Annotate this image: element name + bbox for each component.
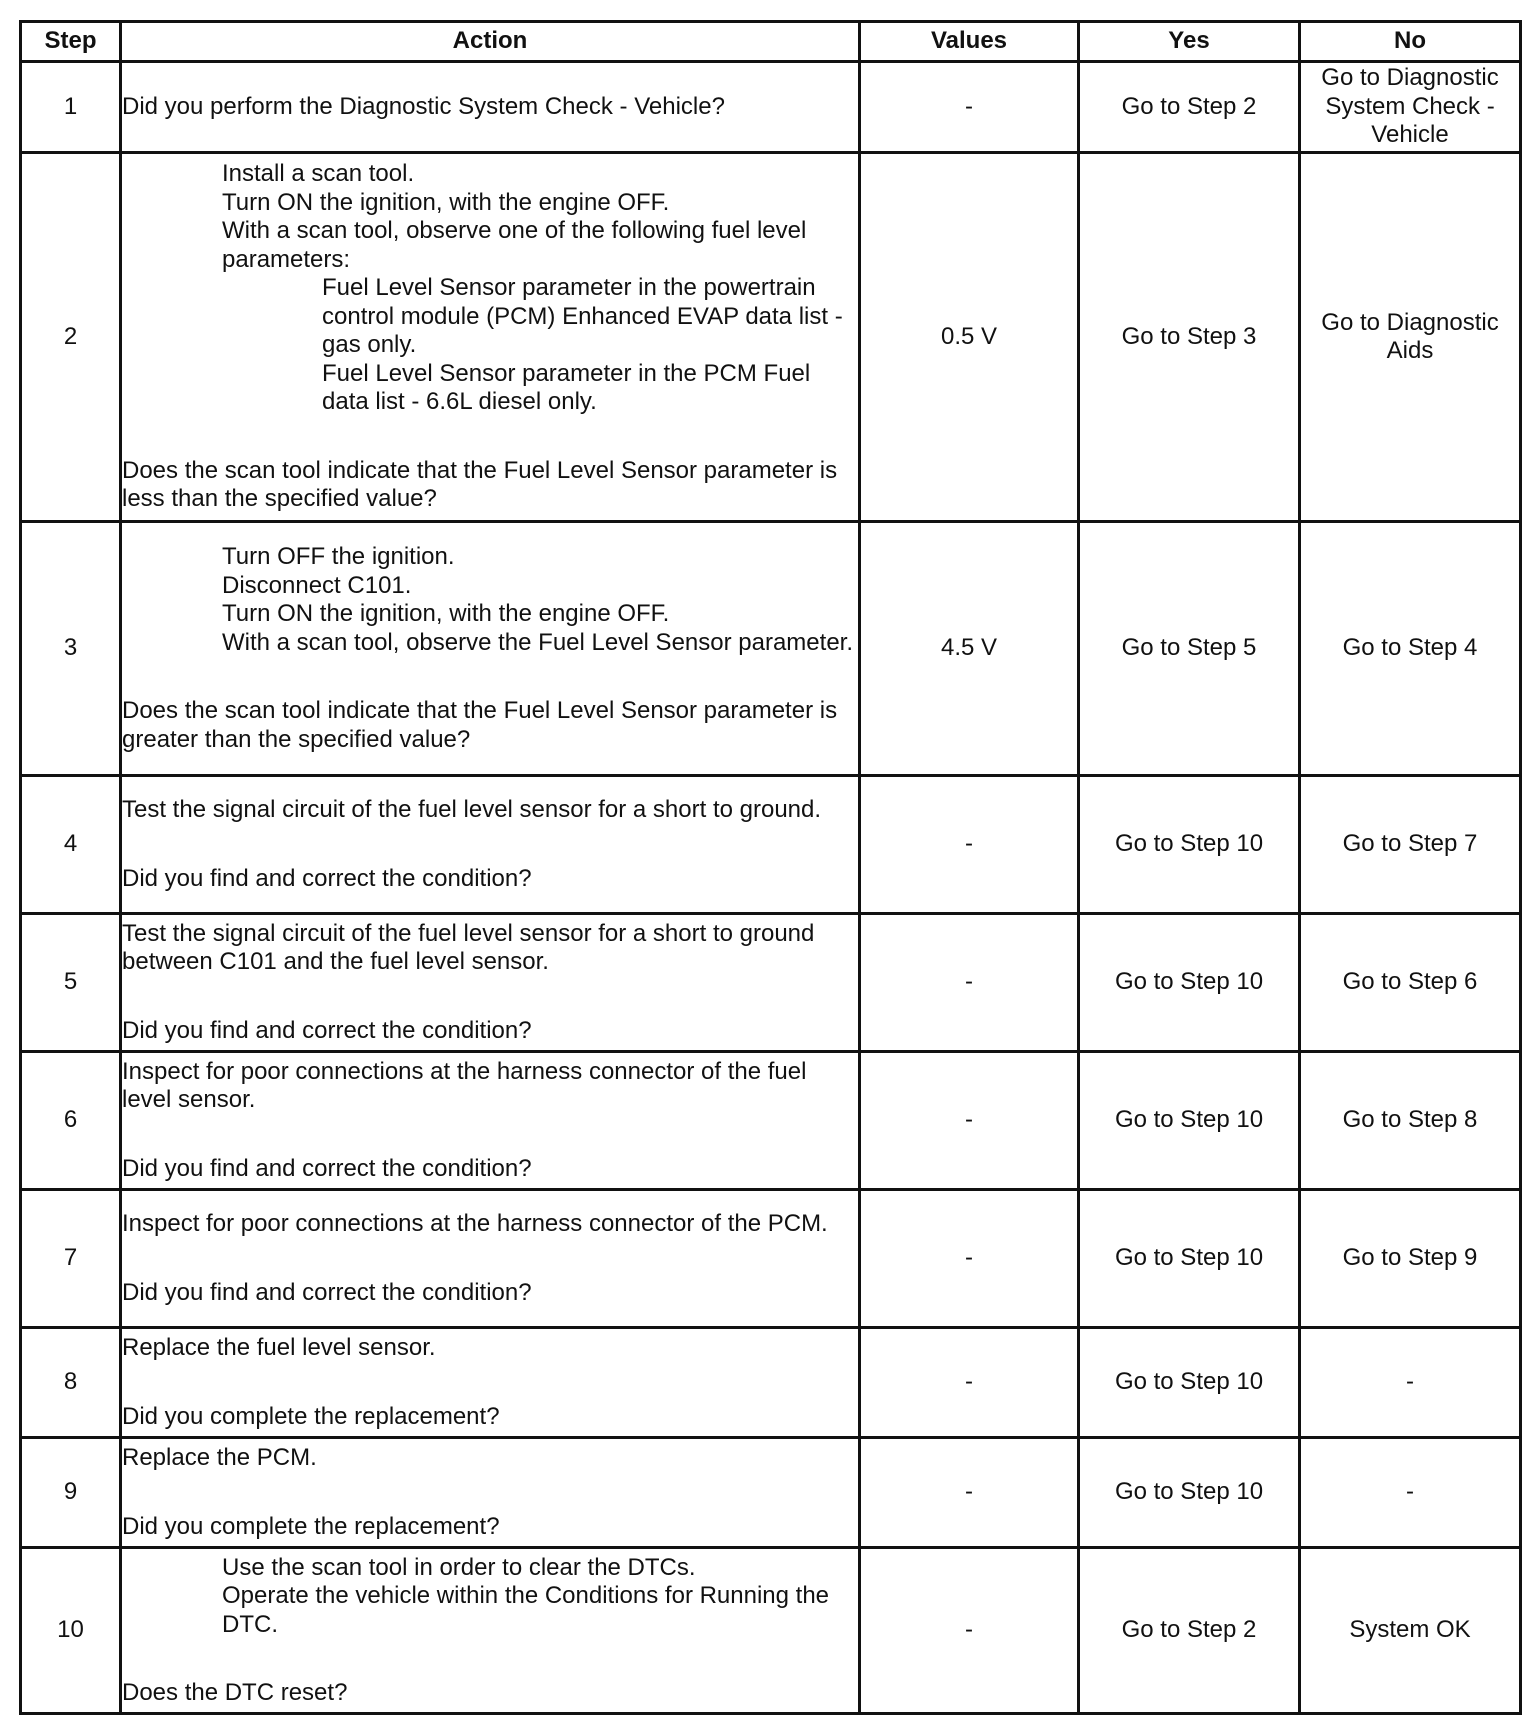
action-question: Did you complete the replacement?: [122, 1512, 500, 1540]
header-yes: Yes: [1079, 22, 1300, 62]
value-cell: -: [860, 1438, 1079, 1548]
step-number: 4: [21, 776, 121, 914]
spacer: [122, 825, 858, 865]
value-cell: -: [860, 1548, 1079, 1714]
table-row: [21, 522, 1521, 776]
action-question: Does the scan tool indicate that the Fuel Level Sensor parameter is less than the specified value?: [122, 456, 838, 513]
yes-cell: Go to Step 5: [1079, 522, 1300, 776]
value-cell: -: [860, 1052, 1079, 1190]
value-cell: -: [860, 62, 1079, 153]
no-cell: -: [1300, 1328, 1521, 1438]
spacer: [122, 1473, 858, 1513]
no-cell: -: [1300, 1438, 1521, 1548]
header-step: Step: [21, 22, 121, 62]
action-question: Did you complete the replacement?: [122, 1402, 500, 1430]
spacer: [122, 1239, 858, 1279]
table-row: [21, 1052, 1521, 1190]
header-row: [21, 22, 1521, 62]
step-number: 5: [21, 914, 121, 1052]
spacer: [122, 1639, 858, 1679]
diagnostic-table: [19, 20, 1522, 1715]
header-no: No: [1300, 22, 1521, 62]
spacer: [122, 1115, 858, 1155]
table-row: [21, 153, 1521, 522]
value-cell: -: [860, 1190, 1079, 1328]
step-number: 10: [21, 1548, 121, 1714]
value-cell: -: [860, 776, 1079, 914]
action-cell: [121, 776, 860, 914]
action-cell: [121, 1190, 860, 1328]
spacer: [122, 1363, 858, 1403]
action-cell: [121, 1052, 860, 1190]
action-text: Did you perform the Diagnostic System Check - Vehicle?: [122, 92, 725, 120]
action-question: Did you find and correct the condition?: [122, 864, 532, 892]
action-text: Replace the fuel level sensor.: [122, 1334, 436, 1361]
action-question: Does the DTC reset?: [122, 1679, 348, 1706]
action-cell: [121, 153, 860, 522]
action-subitem: Fuel Level Sensor parameter in the PCM Fuel data list - 6.6L diesel only.: [322, 359, 811, 416]
action-text: Test the signal circuit of the fuel level sensor for a short to ground.: [122, 796, 822, 823]
table-row: [21, 62, 1521, 153]
action-item: Disconnect C101.: [222, 571, 412, 599]
table-row: [21, 1328, 1521, 1438]
no-cell: Go to Step 6: [1300, 914, 1521, 1052]
value-cell: -: [860, 914, 1079, 1052]
yes-cell: Go to Step 10: [1079, 1052, 1300, 1190]
no-cell: System OK: [1300, 1548, 1521, 1714]
value-cell: 0.5 V: [860, 153, 1079, 522]
action-question: Did you find and correct the condition?: [122, 1154, 532, 1182]
action-question: Did you find and correct the condition?: [122, 1016, 532, 1044]
action-question: Did you find and correct the condition?: [122, 1278, 532, 1306]
action-item: With a scan tool, observe one of the following fuel level parameters:: [222, 217, 807, 273]
no-cell: Go to Step 4: [1300, 522, 1521, 776]
yes-cell: Go to Step 2: [1079, 1548, 1300, 1714]
step-number: 1: [21, 62, 121, 153]
action-item: Operate the vehicle within the Conditions for Running the DTC.: [222, 1582, 830, 1638]
no-cell: Go to Diagnostic Aids: [1300, 153, 1521, 522]
no-cell: Go to Step 8: [1300, 1052, 1521, 1190]
action-cell: [121, 1438, 860, 1548]
action-item: Turn OFF the ignition.: [222, 543, 455, 570]
action-item: With a scan tool, observe the Fuel Level Sensor parameter.: [222, 628, 853, 656]
no-cell: Go to Step 7: [1300, 776, 1521, 914]
action-cell: [121, 62, 860, 153]
yes-cell: Go to Step 10: [1079, 1328, 1300, 1438]
action-item: Use the scan tool in order to clear the DTCs.: [222, 1553, 696, 1581]
value-cell: 4.5 V: [860, 522, 1079, 776]
step-number: 6: [21, 1052, 121, 1190]
action-cell: [121, 1328, 860, 1438]
header-action: Action: [121, 22, 860, 62]
action-item: Turn ON the ignition, with the engine OFF.: [222, 188, 670, 216]
action-question: Does the scan tool indicate that the Fuel Level Sensor parameter is greater than the specified value?: [122, 697, 838, 753]
yes-cell: Go to Step 10: [1079, 1190, 1300, 1328]
no-cell: Go to Diagnostic System Check - Vehicle: [1300, 62, 1521, 153]
yes-cell: Go to Step 3: [1079, 153, 1300, 522]
yes-cell: Go to Step 2: [1079, 62, 1300, 153]
yes-cell: Go to Step 10: [1079, 1438, 1300, 1548]
spacer: [122, 657, 858, 697]
action-cell: [121, 522, 860, 776]
no-cell: Go to Step 9: [1300, 1190, 1521, 1328]
action-text: Inspect for poor connections at the harness connector of the fuel level sensor.: [122, 1057, 807, 1114]
action-cell: [121, 914, 860, 1052]
step-number: 9: [21, 1438, 121, 1548]
action-text: Inspect for poor connections at the harness connector of the PCM.: [122, 1210, 828, 1237]
action-item: Turn ON the ignition, with the engine OFF.: [222, 600, 670, 627]
action-text: Replace the PCM.: [122, 1444, 317, 1471]
action-subitem: Fuel Level Sensor parameter in the powertrain control module (PCM) Enhanced EVAP data list - gas only.: [322, 274, 843, 359]
table-row: [21, 1438, 1521, 1548]
table-row: [21, 1548, 1521, 1714]
step-number: 2: [21, 153, 121, 522]
yes-cell: Go to Step 10: [1079, 776, 1300, 914]
table-row: [21, 776, 1521, 914]
action-text: Test the signal circuit of the fuel level sensor for a short to ground between C101 and the fuel level sensor.: [122, 919, 815, 976]
step-number: 8: [21, 1328, 121, 1438]
spacer: [122, 977, 858, 1017]
step-number: 7: [21, 1190, 121, 1328]
step-number: 3: [21, 522, 121, 776]
header-values: Values: [860, 22, 1079, 62]
action-item: Install a scan tool.: [222, 160, 415, 188]
yes-cell: Go to Step 10: [1079, 914, 1300, 1052]
spacer: [122, 417, 858, 457]
table-row: [21, 914, 1521, 1052]
table-row: [21, 1190, 1521, 1328]
action-cell: [121, 1548, 860, 1714]
value-cell: -: [860, 1328, 1079, 1438]
